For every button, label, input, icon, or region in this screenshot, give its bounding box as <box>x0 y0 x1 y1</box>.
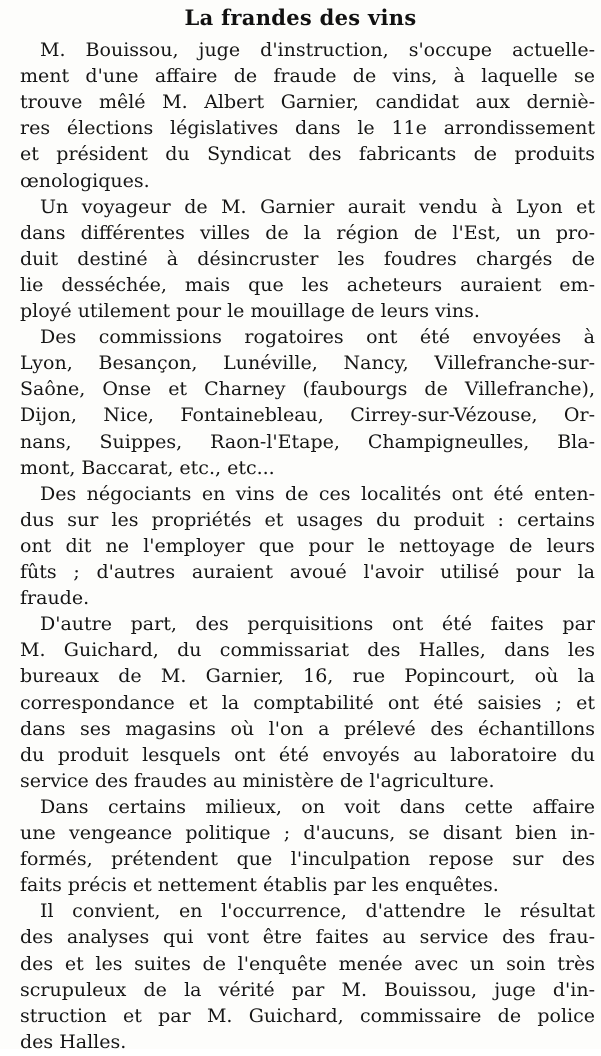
article-line: faits précis et nettement établis par les enquêtes. <box>20 874 499 897</box>
article-line: dus sur les propriétés et usages du produit : certains <box>20 508 595 531</box>
article-line: dans ses magasins où l'on a prélevé des échantillons <box>20 717 595 740</box>
article-line: des Halles. <box>20 1030 127 1053</box>
article-line: Des commissions rogatoires ont été envoyées à <box>40 326 595 349</box>
article-line: dans différentes villes de la région de l'Est, un pro- <box>20 221 595 244</box>
article-line: M. Guichard, du commissariat des Halles, dans les <box>20 639 595 662</box>
article-line: Un voyageur de M. Garnier aurait vendu à Lyon et <box>40 195 595 218</box>
article-line: fûts ; d'autres auraient avoué l'avoir utilisé pour la <box>20 561 595 583</box>
article-line: Saône, Onse et Charney (faubourgs de Villefranche), <box>20 378 595 401</box>
article-line: struction et par M. Guichard, commissaire de police <box>20 1004 595 1027</box>
article-line: Il convient, en l'occurrence, d'attendre le résultat <box>40 900 595 923</box>
article-line: formés, prétendent que l'inculpation repose sur des <box>20 848 595 871</box>
article-line: lie desséchée, mais que les acheteurs auraient em- <box>20 273 595 296</box>
article-line: res élections législatives dans le 11e arrondissement <box>20 117 595 140</box>
article-line: Des négociants en vins de ces localités ont été enten- <box>40 482 595 505</box>
article-line: fraude. <box>20 587 90 610</box>
article-line: une vengeance politique ; d'aucuns, se disant bien in- <box>20 822 595 844</box>
article-line: des analyses qui vont être faites au service des frau- <box>20 926 595 949</box>
article-line: bureaux de M. Garnier, 16, rue Popincourt, où la <box>20 665 595 688</box>
article-line: duit destiné à désincruster les foudres chargés de <box>20 247 595 270</box>
article-line: trouve mêlé M. Albert Garnier, candidat aux derniè- <box>20 91 595 114</box>
article-line: et président du Syndicat des fabricants de produits <box>20 143 595 166</box>
article-line: M. Bouissou, juge d'instruction, s'occupe actuelle- <box>40 39 595 61</box>
article-line: correspondance et la comptabilité ont été saisies ; et <box>20 691 595 714</box>
article-line: Lyon, Besançon, Lunéville, Nancy, Villefranche-sur- <box>20 352 595 375</box>
article-line: Dans certains milieux, on voit dans cette affaire <box>40 795 595 818</box>
article-line: ont dit ne l'employer que pour le nettoyage de leurs <box>20 534 595 557</box>
article-line: œnologiques. <box>20 169 150 192</box>
article-line: nans, Suippes, Raon-l'Etape, Champigneulles, Bla- <box>20 430 595 453</box>
article-line: ployé utilement pour le mouillage de leurs vins. <box>20 300 480 322</box>
article-line: service des fraudes au ministère de l'agriculture. <box>20 769 495 792</box>
article-line: ment d'une affaire de fraude de vins, à laquelle se <box>20 65 595 88</box>
article-line: du produit lesquels ont été envoyés au laboratoire du <box>20 743 595 766</box>
article-line: des et les suites de l'enquête menée avec un soin très <box>20 952 595 975</box>
article-title: La frandes des vins <box>184 5 417 30</box>
article-line: Dijon, Nice, Fontainebleau, Cirrey-sur-Vézouse, Or- <box>20 404 595 427</box>
article-line: mont, Baccarat, etc., etc... <box>20 456 275 479</box>
article-line: D'autre part, des perquisitions ont été faites par <box>40 613 595 636</box>
article-line: scrupuleux de la vérité par M. Bouissou, juge d'in- <box>20 978 595 1001</box>
